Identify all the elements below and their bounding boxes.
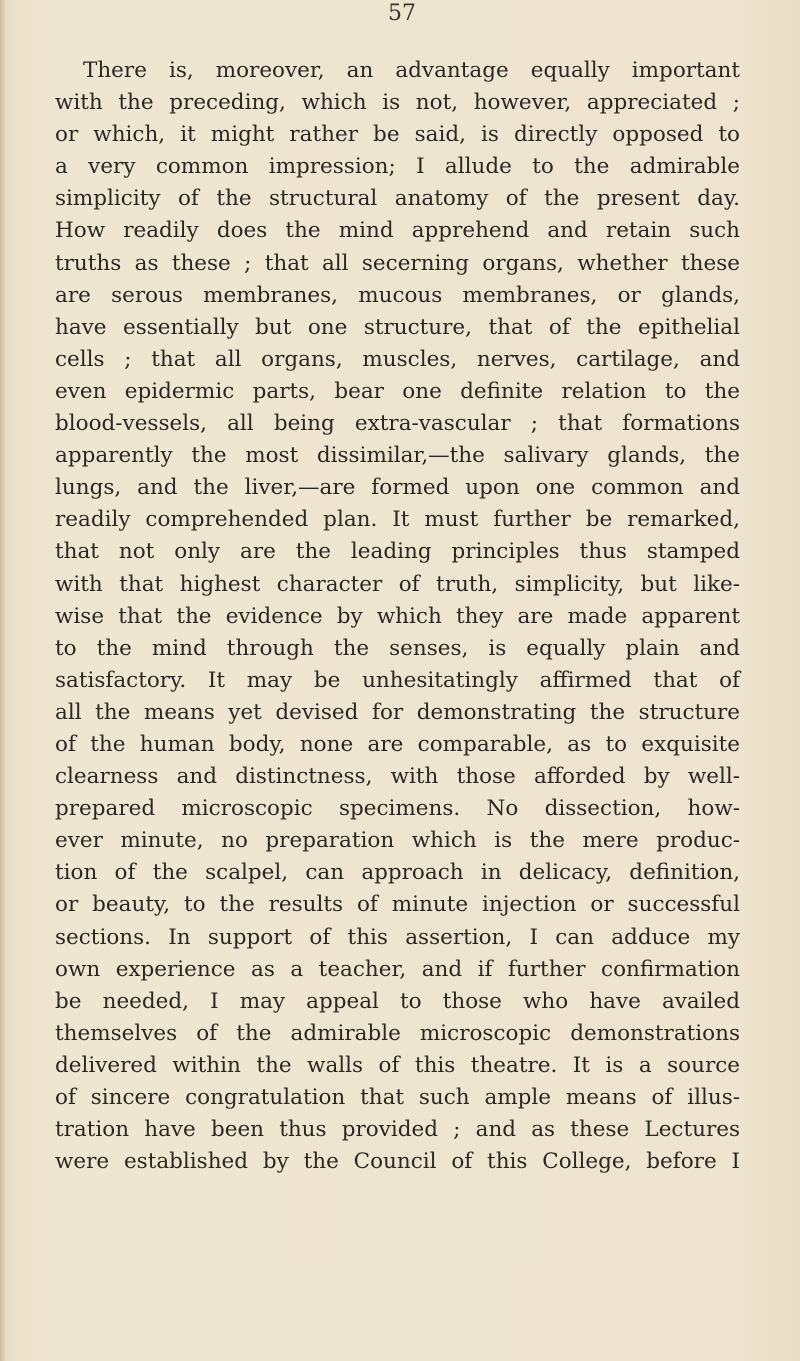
text-line: a very common impression; I allude to the admirable	[55, 154, 740, 180]
page-number: 57	[388, 1, 416, 26]
text-line: blood-vessels, all being extra-vascular ; that formations	[55, 411, 740, 437]
text-line: to the mind through the senses, is equally plain and	[55, 635, 740, 661]
text-line: cells ; that all organs, muscles, nerves, cartilage, and	[55, 346, 740, 372]
text-line: There is, moreover, an advantage equally important	[83, 58, 740, 83]
text-line: How readily does the mind apprehend and retain such	[55, 218, 740, 244]
text-line: simplicity of the structural anatomy of the present day.	[55, 186, 740, 212]
text-line: prepared microscopic specimens. No dissection, how-	[55, 796, 740, 822]
text-line: wise that the evidence by which they are made apparent	[55, 603, 740, 629]
text-line: or beauty, to the results of minute injection or successful	[55, 892, 740, 918]
text-line: are serous membranes, mucous membranes, or glands,	[55, 282, 740, 308]
text-line: lungs, and the liver,—are formed upon one common and	[55, 475, 740, 501]
text-line: ever minute, no preparation which is the mere produc-	[55, 828, 740, 854]
text-line: own experience as a teacher, and if further confirmation	[55, 956, 740, 982]
text-line: with the preceding, which is not, however, appreciated ;	[55, 90, 740, 116]
text-line: tration have been thus provided ; and as these Lectures	[55, 1117, 740, 1143]
text-line: truths as these ; that all secerning organs, whether these	[55, 250, 740, 276]
text-line: be needed, I may appeal to those who have availed	[55, 988, 740, 1014]
text-line: of sincere congratulation that such ample means of illus-	[55, 1085, 740, 1110]
text-line: all the means yet devised for demonstrating the structure	[55, 699, 740, 725]
text-line: of the human body, none are comparable, as to exquisite	[55, 731, 740, 757]
text-line: have essentially but one structure, that of the epithelial	[55, 314, 740, 340]
text-line: that not only are the leading principles thus stamped	[55, 539, 740, 565]
text-line: tion of the scalpel, can approach in delicacy, definition,	[55, 860, 740, 886]
text-line: sections. In support of this assertion, I can adduce my	[55, 924, 740, 950]
text-line: were established by the Council of this College, before I	[55, 1149, 740, 1175]
text-line: readily comprehended plan. It must further be remarked,	[55, 507, 740, 533]
text-line: satisfactory. It may be unhesitatingly affirmed that of	[55, 667, 740, 693]
text-line: apparently the most dissimilar,—the salivary glands, the	[55, 443, 740, 469]
binding-shadow	[0, 0, 6, 1361]
text-line: even epidermic parts, bear one definite relation to the	[55, 378, 740, 404]
body-text	[55, 55, 740, 1178]
text-line: or which, it might rather be said, is directly opposed to	[55, 122, 740, 148]
text-line: with that highest character of truth, simplicity, but like-	[55, 571, 740, 597]
text-line: delivered within the walls of this theatre. It is a source	[55, 1052, 740, 1078]
text-line: clearness and distinctness, with those afforded by well-	[55, 764, 740, 790]
text-line: themselves of the admirable microscopic demonstrations	[55, 1020, 740, 1046]
